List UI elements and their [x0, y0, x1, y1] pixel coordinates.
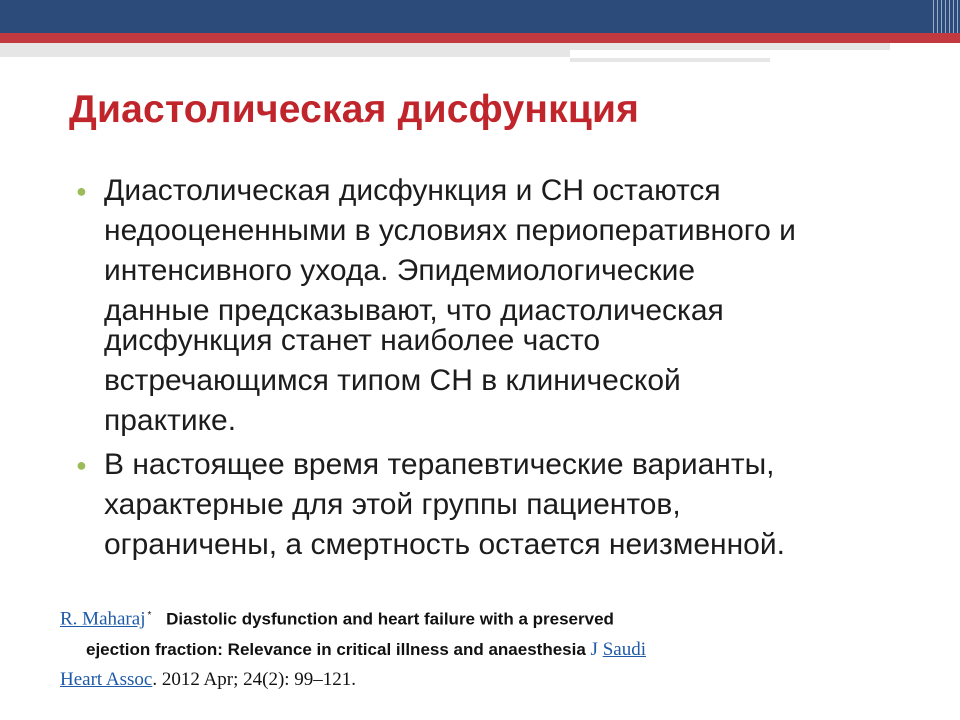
bullet-line: ограничены, а смертность остается неизменной.: [104, 528, 785, 561]
top-stripes-decoration: [930, 0, 960, 33]
slide-title: Диастолическая дисфункция: [69, 88, 640, 131]
citation-line-2: [60, 635, 930, 665]
journal-link-2[interactable]: Heart Assoc: [60, 668, 153, 690]
author-link[interactable]: R. Maharaj: [60, 608, 146, 630]
bullet-line: данные предсказывают, что диастолическая: [104, 294, 724, 327]
citation-line-3: [60, 665, 930, 695]
top-blue-bar: [0, 0, 960, 33]
slide-body: [76, 171, 936, 565]
citation-line-1: [60, 601, 930, 635]
bullet-dot-icon: ●: [76, 181, 87, 201]
bullet-line: практике.: [104, 404, 237, 437]
bullet-line: Диастолическая дисфункция и СН остаются: [104, 174, 721, 207]
red-band: [0, 33, 960, 43]
bullet-line: характерные для этой группы пациентов,: [104, 488, 681, 521]
gray-band: [0, 43, 570, 57]
citation-title-line2: ejection fraction: Relevance in critical illness and anaesthesia: [86, 639, 586, 659]
journal-prefix: J: [590, 638, 598, 660]
bullet-dot-icon: ●: [76, 455, 87, 475]
gray-step-decoration-2: [570, 50, 770, 62]
citation-title-line1: Diastolic dysfunction and heart failure with a preserved: [166, 609, 614, 629]
citation: [60, 601, 930, 695]
bullet-line: дисфункция станет наиболее часто: [104, 324, 601, 357]
gray-step-decoration: [570, 43, 890, 50]
bullet-item-1: [76, 171, 936, 441]
bullet-line: недооцененными в условиях периоперативного и: [104, 214, 796, 247]
citation-tail: . 2012 Apr; 24(2): 99–121.: [152, 668, 357, 690]
bullet-line: В настоящее время терапевтические варианты,: [104, 448, 775, 481]
journal-link[interactable]: Saudi: [602, 638, 646, 660]
bullet-line: интенсивного ухода. Эпидемиологические: [104, 254, 696, 287]
bullet-line: встречающимся типом СН в клинической: [104, 364, 681, 397]
bullet-item-2: [76, 445, 936, 565]
author-mark: *: [147, 610, 152, 621]
